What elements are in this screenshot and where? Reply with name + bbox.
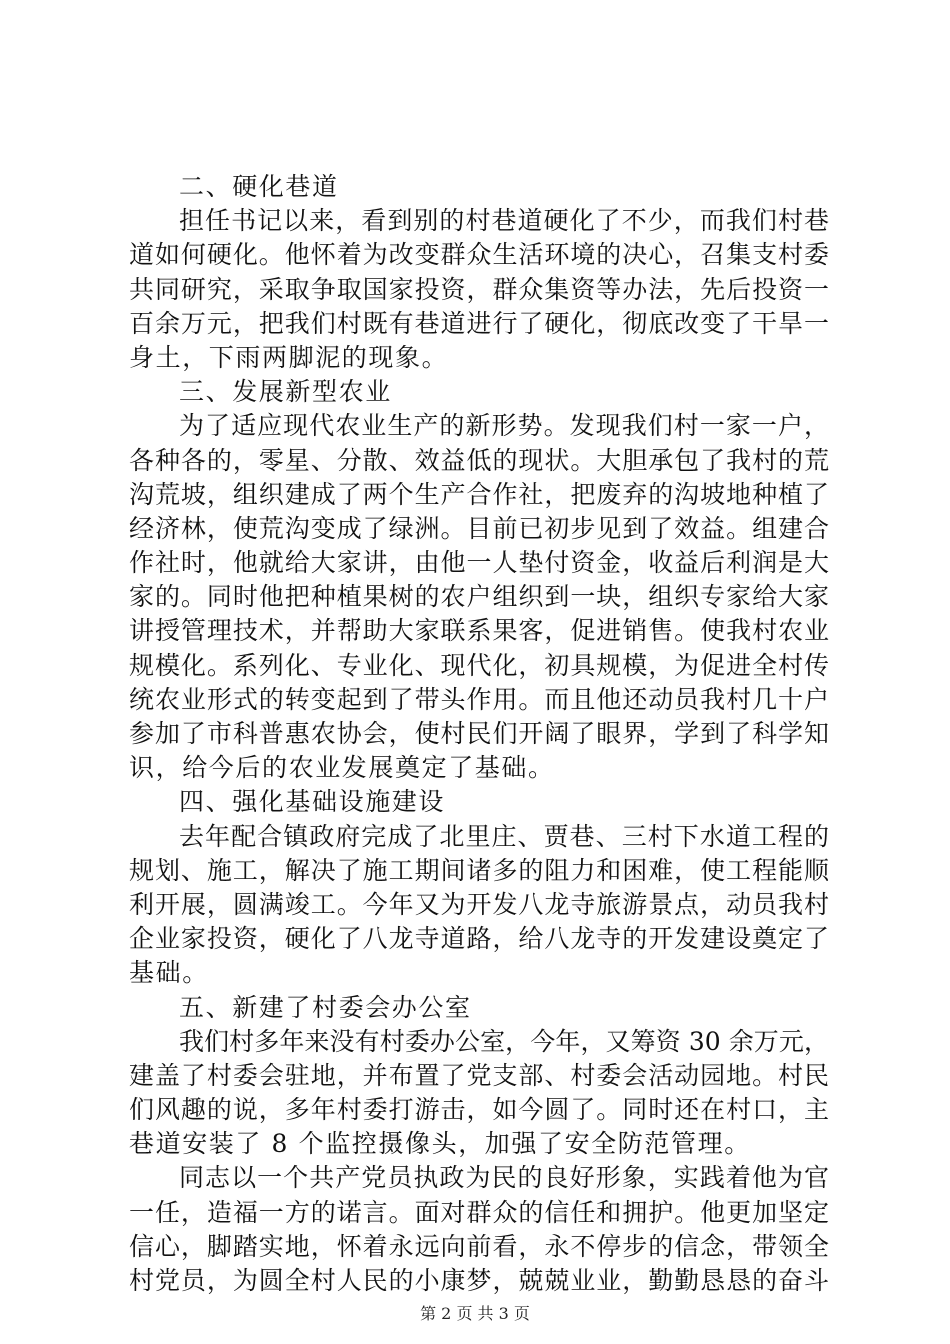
text-line: 识，给今后的农业发展奠定了基础。 bbox=[129, 753, 555, 783]
text-line: 巷道安装了 8 个监控摄像头，加强了安全防范管理。 bbox=[129, 1129, 751, 1159]
text-line: 一任，造福一方的诺言。面对群众的信任和拥护。他更加坚定 bbox=[129, 1197, 829, 1227]
text-line: 企业家投资，硬化了八龙寺道路，给八龙寺的开发建设奠定了 bbox=[129, 924, 829, 954]
text-line: 二、硬化巷道 bbox=[179, 172, 339, 201]
text-line: 规模化。系列化、专业化、现代化，初具规模，为促进全村传 bbox=[129, 650, 829, 680]
text-line: 四、强化基础设施建设 bbox=[179, 787, 446, 817]
text-line: 们风趣的说，多年村委打游击，如今圆了。同时还在村口，主 bbox=[129, 1095, 829, 1125]
text-line: 讲授管理技术，并帮助大家联系果客，促进销售。使我村农业 bbox=[129, 616, 829, 646]
text-line: 利开展，圆满竣工。今年又为开发八龙寺旅游景点，动员我村 bbox=[129, 889, 829, 919]
text-line: 道如何硬化。他怀着为改变群众生活环境的决心，召集支村委 bbox=[129, 240, 829, 270]
text-line: 共同研究，采取争取国家投资，群众集资等办法，先后投资一 bbox=[129, 274, 829, 304]
text-line: 各种各的，零星、分散、效益低的现状。大胆承包了我村的荒 bbox=[129, 445, 829, 475]
text-line: 沟荒坡，组织建成了两个生产合作社，把废弃的沟坡地种植了 bbox=[129, 479, 829, 509]
text-line: 为了适应现代农业生产的新形势。发现我们村一家一户， bbox=[179, 411, 829, 441]
text-line: 我们村多年来没有村委办公室，今年，又筹资 30 余万元， bbox=[179, 1026, 829, 1056]
text-line: 身土，下雨两脚泥的现象。 bbox=[129, 342, 449, 372]
text-line: 去年配合镇政府完成了北里庄、贾巷、三村下水道工程的 bbox=[179, 821, 829, 851]
text-line: 百余万元，把我们村既有巷道进行了硬化，彻底改变了干旱一 bbox=[129, 308, 829, 338]
document-body bbox=[129, 170, 829, 1298]
text-line: 家的。同时他把种植果树的农户组织到一块，组织专家给大家 bbox=[129, 582, 829, 612]
text-line: 三、发展新型农业 bbox=[179, 377, 392, 407]
text-line: 村党员，为圆全村人民的小康梦，兢兢业业，勤勤恳恳的奋斗 bbox=[129, 1266, 829, 1295]
text-line: 经济林，使荒沟变成了绿洲。目前已初步见到了效益。组建合 bbox=[129, 513, 829, 543]
text-line: 五、新建了村委会办公室 bbox=[179, 992, 472, 1022]
text-line: 建盖了村委会驻地，并布置了党支部、村委会活动园地。村民 bbox=[129, 1060, 829, 1090]
text-line: 参加了市科普惠农协会，使村民们开阔了眼界，学到了科学知 bbox=[129, 719, 829, 748]
text-line: 担任书记以来，看到别的村巷道硬化了不少，而我们村巷 bbox=[179, 206, 829, 236]
text-line: 基础。 bbox=[129, 958, 209, 988]
text-line: 同志以一个共产党员执政为民的良好形象，实践着他为官 bbox=[179, 1163, 829, 1193]
text-line: 作社时，他就给大家讲，由他一人垫付资金，收益后利润是大 bbox=[129, 548, 829, 578]
text-line: 规划、施工，解决了施工期间诸多的阻力和困难，使工程能顺 bbox=[129, 855, 829, 885]
text-line: 统农业形式的转变起到了带头作用。而且他还动员我村几十户 bbox=[129, 684, 829, 714]
page-number-footer: 第 2 页 共 3 页 bbox=[420, 1304, 530, 1323]
text-line: 信心，脚踏实地，怀着永远向前看，永不停步的信念，带领全 bbox=[129, 1231, 829, 1261]
